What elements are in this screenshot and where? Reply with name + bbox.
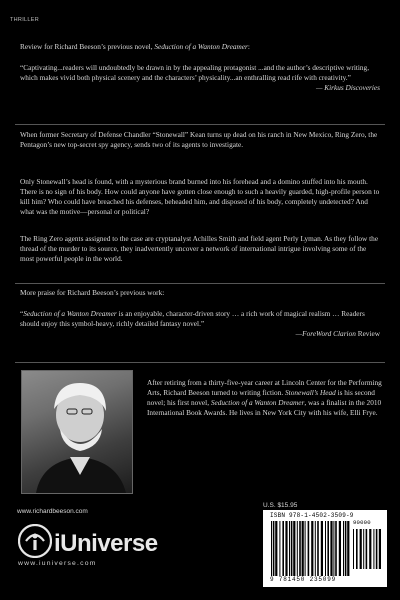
synopsis-paragraph-1: When former Secretary of Defense Chandler “Stonewall” Kean turns up dead on his ranch in New Mexico, Ring Zero, the Pentagon’s new top-secret spy agency, sends two of its agents to investigate. <box>20 130 378 149</box>
author-portrait-illustration <box>22 371 132 493</box>
publisher-logo <box>18 524 198 572</box>
bio-part-1: After retiring from a thirty-five-year career at Lincoln Center for the Performing Arts, Richard Beeson turned to writing fiction. <box>147 378 382 397</box>
kirkus-quote-text: “Captivating...readers will undoubtedly be drawn in by the appealing protagonist ...and the author’s descriptive writing, which makes vivid both physical scenery and the characters’ physicality...an enthralling read rife with creativity.” <box>20 63 370 82</box>
section-divider <box>15 283 385 284</box>
author-photo <box>21 370 133 494</box>
synopsis-paragraph-2: Only Stonewall’s head is found, with a mysterious brand burned into his forehead and a domino stuffed into his mouth. There is no sign of his body. How could anyone have gotten close enough to such a heavily guarded, high-profile person to kill him? Who could have breached his defenses, beheaded him, and disposed of his body, completely undetected? And what was the motive—personal or political? <box>20 177 380 216</box>
review-heading <box>20 42 380 52</box>
praise-heading: More praise for Richard Beeson’s previous work: <box>20 288 165 297</box>
barcode-bars <box>270 521 350 576</box>
review-heading-title: Seduction of a Wanton Dreamer <box>154 42 248 51</box>
foreword-quote <box>20 309 380 339</box>
author-bio <box>147 378 383 418</box>
kirkus-quote <box>20 63 380 93</box>
review-heading-prefix: Review for Richard Beeson’s previous novel, <box>20 42 155 51</box>
bio-part-3: , was a finalist in the 2010 International Book Awards. He lives in New York City with his wife, Elli Frye. <box>147 398 382 417</box>
barcode-number: 9 781450 235099 <box>270 576 337 583</box>
isbn-text: ISBN 978-1-4502-3509-9 <box>270 512 354 519</box>
author-website-link[interactable]: www.richardbeeson.com <box>17 508 88 515</box>
synopsis-paragraph-3: The Ring Zero agents assigned to the case are cryptanalyst Achilles Smith and field agent Perly Lyman. As they follow the thread of the murder to its source, they inadvertently uncover a network of international intrigue involving some of the most powerful people in the world. <box>20 234 379 263</box>
foreword-attribution-pub: —ForeWord Clarion <box>295 329 356 338</box>
section-divider <box>15 124 385 125</box>
bio-title-1: Stonewall’s Head <box>285 388 336 397</box>
bio-part-2: is his second novel; his first novel, <box>147 388 375 407</box>
quote-open-mark: “ <box>20 309 24 318</box>
price-label: U.S. $15.95 <box>263 502 298 509</box>
barcode-addon-bars <box>352 521 382 569</box>
publisher-url[interactable]: www.iuniverse.com <box>18 560 97 567</box>
isbn-barcode <box>263 510 387 587</box>
section-divider <box>15 362 385 363</box>
iuniverse-logo-icon <box>18 524 52 558</box>
foreword-attribution-suffix: Review <box>355 329 380 338</box>
publisher-name: iUniverse <box>54 530 158 557</box>
review-heading-suffix: : <box>247 42 250 51</box>
price-code-text: 90000 <box>353 519 371 526</box>
bio-title-2: Seduction of a Wanton Dreamer <box>210 398 305 407</box>
genre-label: THRILLER <box>10 17 39 23</box>
foreword-attribution <box>20 329 380 339</box>
foreword-quote-text: is an enjoyable, character-driven story … a rich work of magical realism … Readers should enjoy this symbol-heavy, richly detailed fantasy novel.” <box>20 309 365 328</box>
kirkus-attribution: — Kirkus Discoveries <box>315 83 380 92</box>
foreword-quote-title: Seduction of a Wanton Dreamer <box>23 309 117 318</box>
